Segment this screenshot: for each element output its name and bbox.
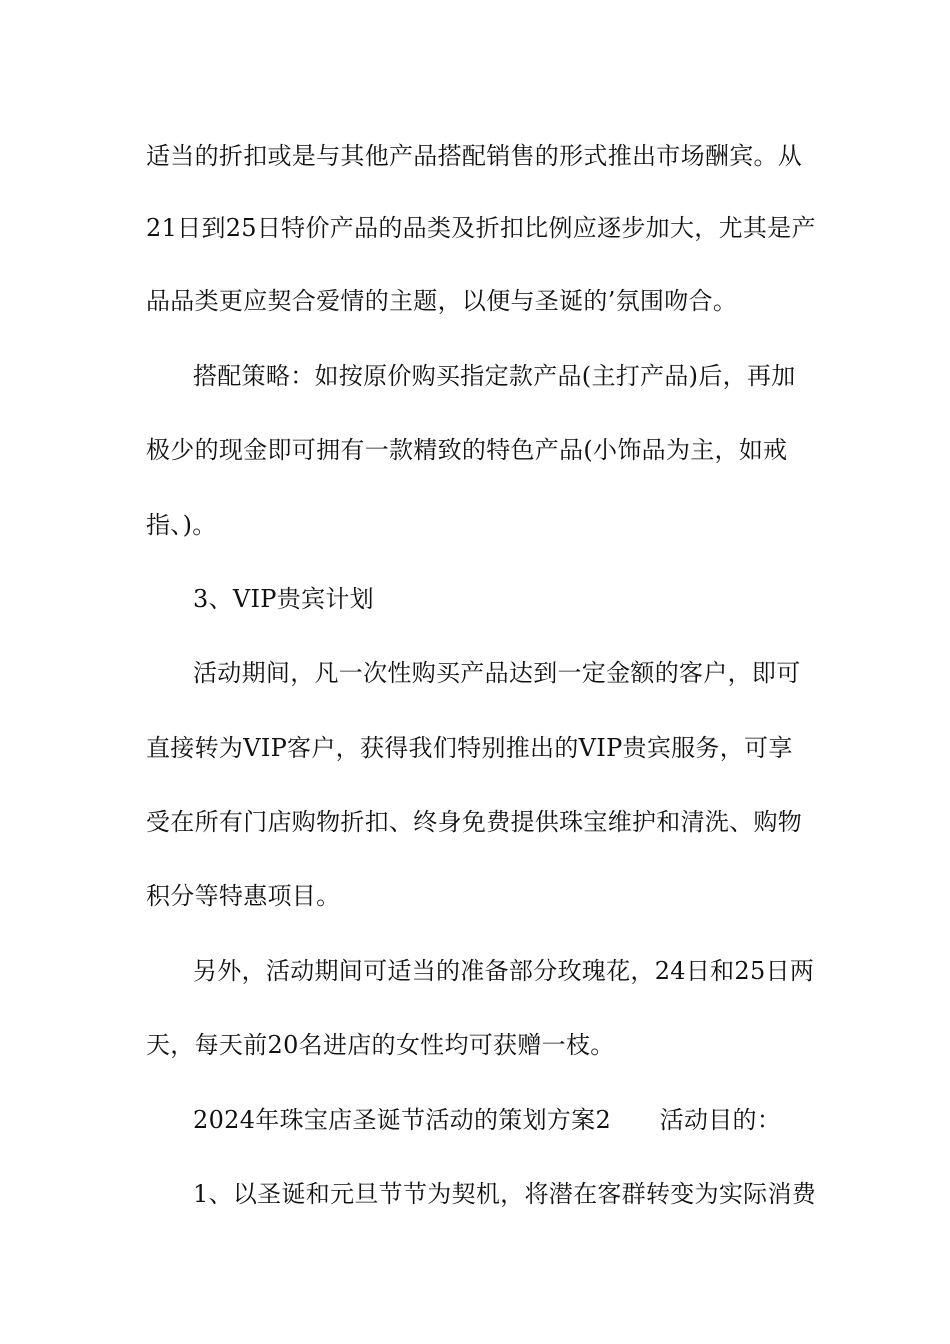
text-line: 直接转为VIP客户，获得我们特别推出的VIP贵宾服务，可享 [146,734,793,762]
text-line: 指、)。 [146,511,217,539]
paragraph-start: 搭配策略：如按原价购买指定款产品(主打产品)后，再加 [193,362,796,390]
paragraph-start: 另外，活动期间可适当的准备部分玫瑰花，24日和25日两 [193,957,815,985]
text-line: 21日到25日特价产品的品类及折扣比例应逐步加大，尤其是产 [146,214,816,242]
section-heading: 3、VIP贵宾计划 [193,585,374,613]
paragraph-start: 活动期间，凡一次性购买产品达到一定金额的客户，即可 [193,659,801,687]
text-line: 受在所有门店购物折扣、终身免费提供珠宝维护和清洗、购物 [146,808,803,836]
text-line: 品品类更应契合爱情的主题，以便与圣诞的’氛围吻合。 [146,287,738,315]
text-line: 积分等特惠项目。 [146,882,341,910]
text-line: 适当的折扣或是与其他产品搭配销售的形式推出市场酬宾。从 [146,142,803,170]
paragraph-start: 1、以圣诞和元旦节节为契机，将潜在客群转变为实际消费 [193,1180,817,1208]
text-line: 天，每天前20名进店的女性均可获赠一枝。 [146,1031,615,1059]
plan-title-line: 2024年珠宝店圣诞节活动的策划方案2 活动目的： [193,1106,782,1134]
text-line: 极少的现金即可拥有一款精致的特色产品(小饰品为主，如戒 [146,436,788,464]
